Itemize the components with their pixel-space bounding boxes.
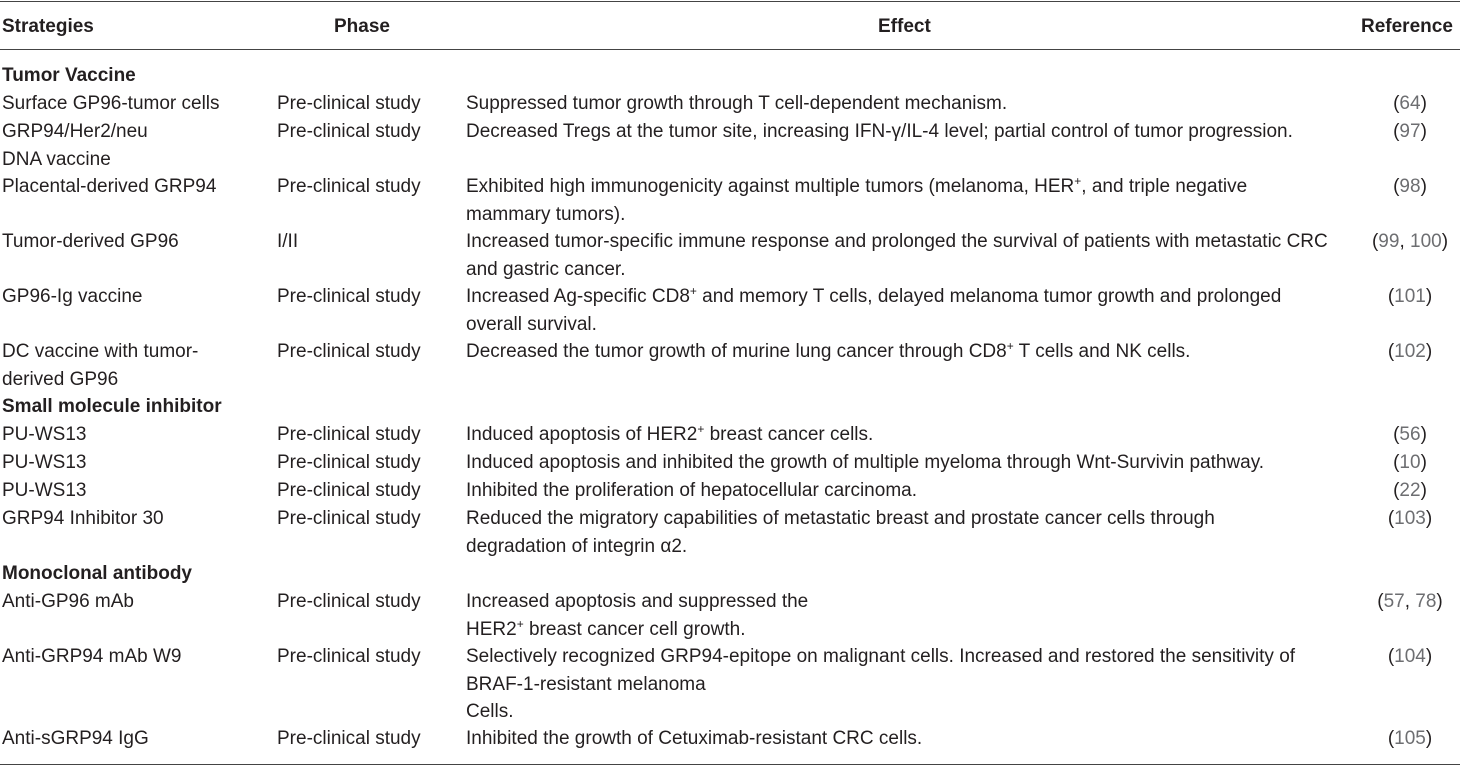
cell-reference[interactable]: (57, 78)	[1377, 591, 1443, 612]
table-row	[0, 725, 1460, 753]
cell-phase: Pre-clinical study	[277, 728, 421, 749]
cell-phase: Pre-clinical study	[277, 286, 421, 307]
table-row	[0, 228, 1460, 283]
cell-effect: Selectively recognized GRP94-epitope on malignant cells. Increased and restored the sensitivity of BRAF-1-resistant melanoma Cells.	[466, 646, 1296, 722]
table-row	[0, 118, 1460, 173]
cell-phase: I/II	[277, 231, 299, 252]
cell-strategy: PU-WS13	[2, 480, 87, 501]
cell-strategy: Anti-sGRP94 IgG	[2, 728, 149, 749]
cell-effect: Reduced the migratory capabilities of metastatic breast and prostate cancer cells through degradation of integrin α2.	[466, 508, 1215, 557]
cell-effect: Decreased the tumor growth of murine lung cancer through CD8+ T cells and NK cells.	[466, 339, 1191, 362]
cell-phase: Pre-clinical study	[277, 508, 421, 529]
cell-reference[interactable]: (64)	[1393, 93, 1427, 114]
cell-effect: Inhibited the growth of Cetuximab-resistant CRC cells.	[466, 728, 923, 749]
cell-phase: Pre-clinical study	[277, 646, 421, 667]
table-row	[0, 173, 1460, 228]
table-bottom-rule	[0, 764, 1460, 765]
section-title: Tumor Vaccine	[2, 65, 136, 86]
cell-reference[interactable]: (56)	[1393, 424, 1427, 445]
cell-effect: Decreased Tregs at the tumor site, increasing IFN-γ/IL-4 level; partial control of tumor progression.	[466, 121, 1293, 142]
cell-reference[interactable]: (98)	[1393, 176, 1427, 197]
table-row	[0, 588, 1460, 643]
cell-effect: Inhibited the proliferation of hepatocellular carcinoma.	[466, 480, 917, 501]
header-strategies: Strategies	[2, 16, 94, 37]
cell-reference[interactable]: (101)	[1387, 286, 1433, 307]
cell-effect: Suppressed tumor growth through T cell-dependent mechanism.	[466, 93, 1008, 114]
header-phase: Phase	[334, 16, 390, 37]
cell-effect: Increased Ag-specific CD8+ and memory T cells, delayed melanoma tumor growth and prolonged overall survival.	[466, 284, 1282, 335]
cell-effect: Exhibited high immunogenicity against multiple tumors (melanoma, HER+, and triple negative mammary tumors).	[466, 174, 1248, 225]
cell-reference[interactable]: (10)	[1393, 452, 1427, 473]
cell-strategy: Surface GP96-tumor cells	[2, 93, 220, 114]
cell-phase: Pre-clinical study	[277, 93, 421, 114]
cell-reference[interactable]: (99, 100)	[1371, 231, 1449, 252]
table-row	[0, 477, 1460, 505]
cell-phase: Pre-clinical study	[277, 341, 421, 362]
cell-effect: Increased apoptosis and suppressed the HER2+ breast cancer cell growth.	[466, 591, 809, 640]
cell-strategy: PU-WS13	[2, 424, 87, 445]
table-header-rule	[0, 49, 1460, 50]
table-body	[0, 62, 1460, 753]
cell-reference[interactable]: (102)	[1387, 341, 1433, 362]
table-row	[0, 449, 1460, 477]
cell-strategy: Anti-GRP94 mAb W9	[2, 646, 182, 667]
table-header-row	[0, 13, 1460, 41]
cell-strategy: Anti-GP96 mAb	[2, 591, 134, 612]
table-row	[0, 283, 1460, 338]
section-title: Small molecule inhibitor	[2, 396, 222, 417]
cell-phase: Pre-clinical study	[277, 424, 421, 445]
cell-effect: Induced apoptosis of HER2+ breast cancer cells.	[466, 422, 874, 445]
table-row	[0, 421, 1460, 449]
cell-phase: Pre-clinical study	[277, 452, 421, 473]
cell-strategy: GP96-Ig vaccine	[2, 286, 143, 307]
cell-phase: Pre-clinical study	[277, 591, 421, 612]
table-row	[0, 643, 1460, 725]
section-title: Monoclonal antibody	[2, 563, 192, 584]
cell-strategy: Tumor-derived GP96	[2, 231, 179, 252]
cell-strategy: GRP94/Her2/neu DNA vaccine	[2, 121, 148, 170]
table-row	[0, 338, 1460, 393]
cell-strategy: DC vaccine with tumor-derived GP96	[2, 341, 199, 390]
cell-phase: Pre-clinical study	[277, 121, 421, 142]
cell-strategy: GRP94 Inhibitor 30	[2, 508, 164, 529]
cell-reference[interactable]: (22)	[1393, 480, 1427, 501]
table-top-rule	[0, 1, 1460, 2]
cell-reference[interactable]: (104)	[1387, 646, 1433, 667]
cell-reference[interactable]: (105)	[1387, 728, 1433, 749]
table-row	[0, 505, 1460, 560]
cell-effect: Induced apoptosis and inhibited the growth of multiple myeloma through Wnt-Survivin pathway.	[466, 452, 1265, 473]
header-reference: Reference	[1361, 16, 1453, 37]
header-effect: Effect	[878, 16, 931, 37]
cell-reference[interactable]: (103)	[1387, 508, 1433, 529]
table-row	[0, 90, 1460, 118]
cell-reference[interactable]: (97)	[1393, 121, 1427, 142]
cell-effect: Increased tumor-specific immune response and prolonged the survival of patients with metastatic CRC and gastric cancer.	[466, 231, 1328, 280]
cell-strategy: Placental-derived GRP94	[2, 176, 217, 197]
cell-phase: Pre-clinical study	[277, 176, 421, 197]
cell-strategy: PU-WS13	[2, 452, 87, 473]
cell-phase: Pre-clinical study	[277, 480, 421, 501]
